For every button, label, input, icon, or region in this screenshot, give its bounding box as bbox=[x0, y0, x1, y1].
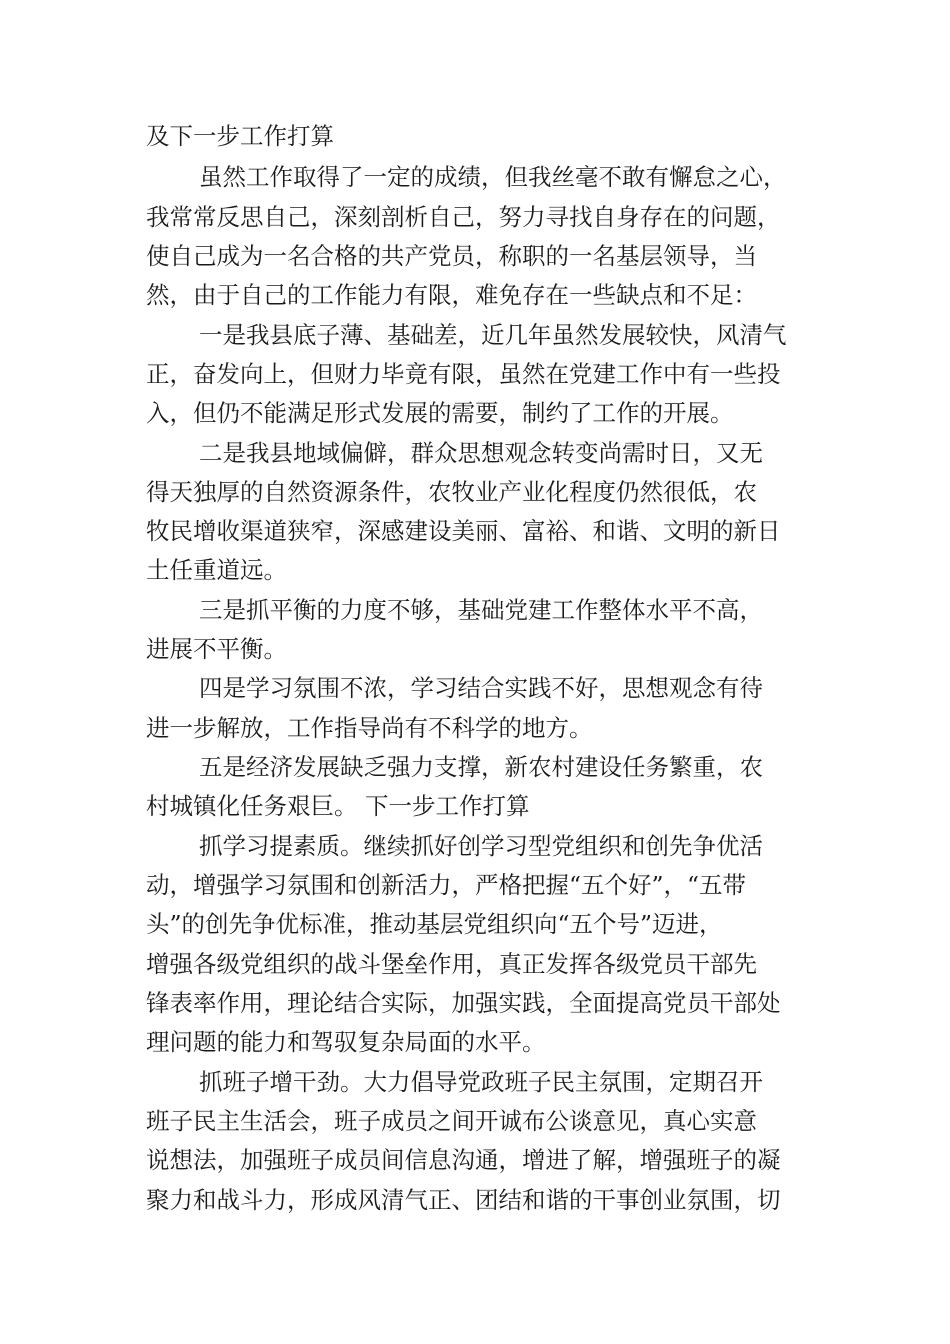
paragraph-line: 村城镇化任务艰巨。 下一步工作打算 bbox=[146, 792, 530, 820]
paragraph-line: 我常常反思自己，深刻剖析自己，努力寻找自身存在的问题， bbox=[146, 203, 781, 231]
paragraph-line: 使自己成为一名合格的共产党员，称职的一名基层领导，当 bbox=[146, 242, 757, 270]
paragraph-line: 抓班子增干劲。大力倡导党政班子民主氛围，定期召开 bbox=[199, 1068, 763, 1096]
paragraph-line: 得天独厚的自然资源条件，农牧业产业化程度仍然很低，农 bbox=[146, 478, 757, 506]
paragraph-line: 四是学习氛围不浓，学习结合实践不好，思想观念有待 bbox=[199, 674, 763, 702]
paragraph-line: 正，奋发向上，但财力毕竟有限，虽然在党建工作中有一些投 bbox=[146, 360, 781, 388]
paragraph-line: 增强各级党组织的战斗堡垒作用，真正发挥各级党员干部先 bbox=[146, 950, 757, 978]
section-heading-line: 及下一步工作打算 bbox=[146, 122, 334, 150]
paragraph-line: 三是抓平衡的力度不够，基础党建工作整体水平不高， bbox=[199, 596, 763, 624]
paragraph-line: 理问题的能力和驾驭复杂局面的水平。 bbox=[146, 1028, 546, 1056]
paragraph-line: 说想法，加强班子成员间信息沟通，增进了解，增强班子的凝 bbox=[146, 1146, 781, 1174]
paragraph-line: 一是我县底子薄、基础差，近几年虽然发展较快，风清气 bbox=[199, 321, 787, 349]
paragraph-line: 动，增强学习氛围和创新活力，严格把握“五个好”，“五带 bbox=[146, 871, 747, 899]
paragraph-line: 然，由于自己的工作能力有限，难免存在一些缺点和不足： bbox=[146, 281, 757, 309]
paragraph-line: 牧民增收渠道狭窄，深感建设美丽、富裕、和谐、文明的新日 bbox=[146, 517, 781, 545]
paragraph-line: 二是我县地域偏僻，群众思想观念转变尚需时日，又无 bbox=[199, 439, 763, 467]
paragraph-line: 进展不平衡。 bbox=[146, 635, 287, 663]
paragraph-line: 头”的创先争优标准，推动基层党组织向“五个号”迈进， bbox=[146, 910, 723, 938]
paragraph-line: 进一步解放，工作指导尚有不科学的地方。 bbox=[146, 714, 593, 742]
paragraph-line: 班子民主生活会，班子成员之间开诚布公谈意见，真心实意 bbox=[146, 1107, 757, 1135]
paragraph-line: 土任重道远。 bbox=[146, 556, 287, 584]
paragraph-line: 虽然工作取得了一定的成绩，但我丝毫不敢有懈怠之心， bbox=[199, 163, 787, 191]
paragraph-line: 聚力和战斗力，形成风清气正、团结和谐的干事创业氛围，切 bbox=[146, 1186, 781, 1214]
paragraph-line: 入，但仍不能满足形式发展的需要，制约了工作的开展。 bbox=[146, 399, 734, 427]
paragraph-line: 五是经济发展缺乏强力支撑，新农村建设任务繁重，农 bbox=[199, 753, 763, 781]
paragraph-line: 锋表率作用，理论结合实际，加强实践，全面提高党员干部处 bbox=[146, 989, 781, 1017]
paragraph-line: 抓学习提素质。继续抓好创学习型党组织和创先争优活 bbox=[199, 832, 763, 860]
